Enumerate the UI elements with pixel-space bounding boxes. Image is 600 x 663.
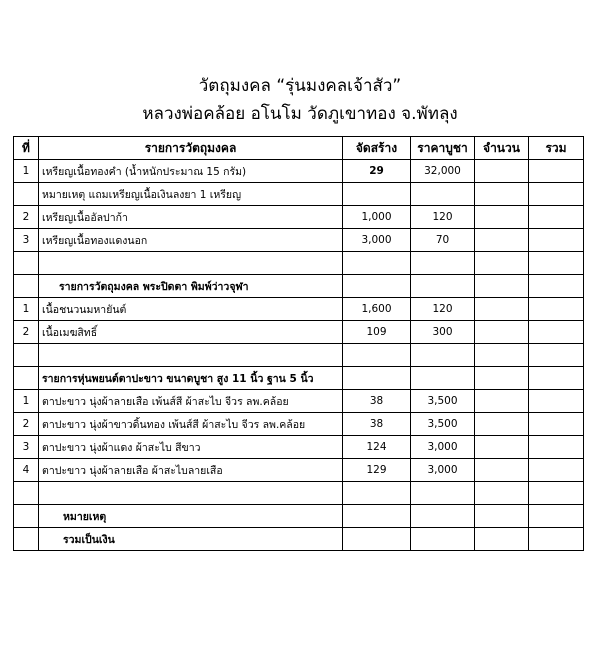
row-item: เนื้อชนวนมหายันต์ xyxy=(39,298,343,321)
row-price: 70 xyxy=(411,229,475,252)
row-price xyxy=(411,183,475,206)
blank-row xyxy=(14,344,584,367)
row-price: 3,500 xyxy=(411,413,475,436)
row-price: 3,500 xyxy=(411,390,475,413)
section-heading: รายการหุ่นพยนต์ตาปะขาว ขนาดบูชา สูง 11 นิ้ว ฐาน 5 นิ้ว xyxy=(39,367,343,390)
row-price: 3,000 xyxy=(411,459,475,482)
row-total-cell xyxy=(529,160,584,183)
row-made: 109 xyxy=(343,321,411,344)
row-item: เหรียญเนื้อทองแดงนอก xyxy=(39,229,343,252)
section-heading-row xyxy=(14,275,584,298)
row-qty-cell[interactable] xyxy=(475,206,529,229)
row-qty-cell[interactable] xyxy=(475,229,529,252)
table-row xyxy=(14,229,584,252)
row-qty-cell[interactable] xyxy=(475,413,529,436)
header-qty: จำนวน xyxy=(475,137,529,160)
row-item: ตาปะขาว นุ่งผ้าขาวดิ้นทอง เพ้นส์สี ผ้าสะไบ จีวร ลพ.คล้อย xyxy=(39,413,343,436)
blank-row xyxy=(14,252,584,275)
row-item: ตาปะขาว นุ่งผ้าแดง ผ้าสะไบ สีขาว xyxy=(39,436,343,459)
row-made xyxy=(343,183,411,206)
blank-row xyxy=(14,482,584,505)
table-row xyxy=(14,390,584,413)
row-item: ตาปะขาว นุ่งผ้าลายเสือ เพ้นส์สี ผ้าสะไบ จีวร ลพ.คล้อย xyxy=(39,390,343,413)
row-no: 4 xyxy=(14,459,39,482)
row-price: 32,000 xyxy=(411,160,475,183)
row-total-cell xyxy=(529,321,584,344)
table-row xyxy=(14,160,584,183)
row-total-cell xyxy=(529,436,584,459)
header-total: รวม xyxy=(529,137,584,160)
row-total-cell xyxy=(529,298,584,321)
row-total-cell xyxy=(529,413,584,436)
row-made: 1,600 xyxy=(343,298,411,321)
row-price: 300 xyxy=(411,321,475,344)
row-qty-cell xyxy=(475,183,529,206)
table-row xyxy=(14,413,584,436)
row-no xyxy=(14,183,39,206)
row-price: 3,000 xyxy=(411,436,475,459)
row-no: 2 xyxy=(14,321,39,344)
row-total-cell xyxy=(529,390,584,413)
row-price: 120 xyxy=(411,298,475,321)
row-item: เหรียญเนื้อทองคำ (น้ำหนักประมาณ 15 กรัม) xyxy=(39,160,343,183)
row-qty-cell[interactable] xyxy=(475,160,529,183)
row-no: 1 xyxy=(14,298,39,321)
row-no: 1 xyxy=(14,390,39,413)
row-total-cell xyxy=(529,459,584,482)
row-no: 3 xyxy=(14,229,39,252)
row-item: หมายเหตุ แถมเหรียญเนื้อเงินลงยา 1 เหรียญ xyxy=(39,183,343,206)
row-no: 2 xyxy=(14,413,39,436)
header-row xyxy=(14,137,584,160)
row-made: 38 xyxy=(343,390,411,413)
section-heading: รายการวัตถุมงคล พระปิดตา พิมพ์ว่าวจุฬา xyxy=(39,275,343,298)
row-made: 1,000 xyxy=(343,206,411,229)
row-made: 38 xyxy=(343,413,411,436)
row-total-cell xyxy=(529,229,584,252)
row-no: 2 xyxy=(14,206,39,229)
row-qty-cell[interactable] xyxy=(475,298,529,321)
row-total-cell xyxy=(529,183,584,206)
row-price: 120 xyxy=(411,206,475,229)
row-qty-cell[interactable] xyxy=(475,321,529,344)
row-made: 124 xyxy=(343,436,411,459)
table-row xyxy=(14,298,584,321)
table-row xyxy=(14,321,584,344)
row-item: เหรียญเนื้ออัลปาก้า xyxy=(39,206,343,229)
row-made: 129 xyxy=(343,459,411,482)
header-item: รายการวัตถุมงคล xyxy=(39,137,343,160)
section-heading-row xyxy=(14,367,584,390)
row-item: เนื้อเมฆสิทธิ์ xyxy=(39,321,343,344)
note-label: หมายเหตุ xyxy=(39,505,343,528)
table-row xyxy=(14,459,584,482)
row-qty-cell[interactable] xyxy=(475,459,529,482)
header-made: จัดสร้าง xyxy=(343,137,411,160)
grand-total-row xyxy=(14,528,584,551)
title-line-2: หลวงพ่อคล้อย อโนโม วัดภูเขาทอง จ.พัทลุง xyxy=(142,104,458,124)
title-line-1: วัตถุมงคล “รุ่นมงคลเจ้าสัว” xyxy=(198,76,402,96)
table-row xyxy=(14,206,584,229)
grand-total-cell xyxy=(529,528,584,551)
row-qty-cell[interactable] xyxy=(475,436,529,459)
table-row xyxy=(14,183,584,206)
row-made: 29 xyxy=(343,160,411,183)
row-item: ตาปะขาว นุ่งผ้าลายเสือ ผ้าสะไบลายเสือ xyxy=(39,459,343,482)
table-row xyxy=(14,436,584,459)
row-made: 3,000 xyxy=(343,229,411,252)
header-price: ราคาบูชา xyxy=(411,137,475,160)
row-total-cell xyxy=(529,206,584,229)
row-qty-cell[interactable] xyxy=(475,390,529,413)
header-no: ที่ xyxy=(14,137,39,160)
row-no: 1 xyxy=(14,160,39,183)
order-table xyxy=(13,136,584,551)
grand-total-label: รวมเป็นเงิน xyxy=(39,528,343,551)
note-row xyxy=(14,505,584,528)
row-no: 3 xyxy=(14,436,39,459)
